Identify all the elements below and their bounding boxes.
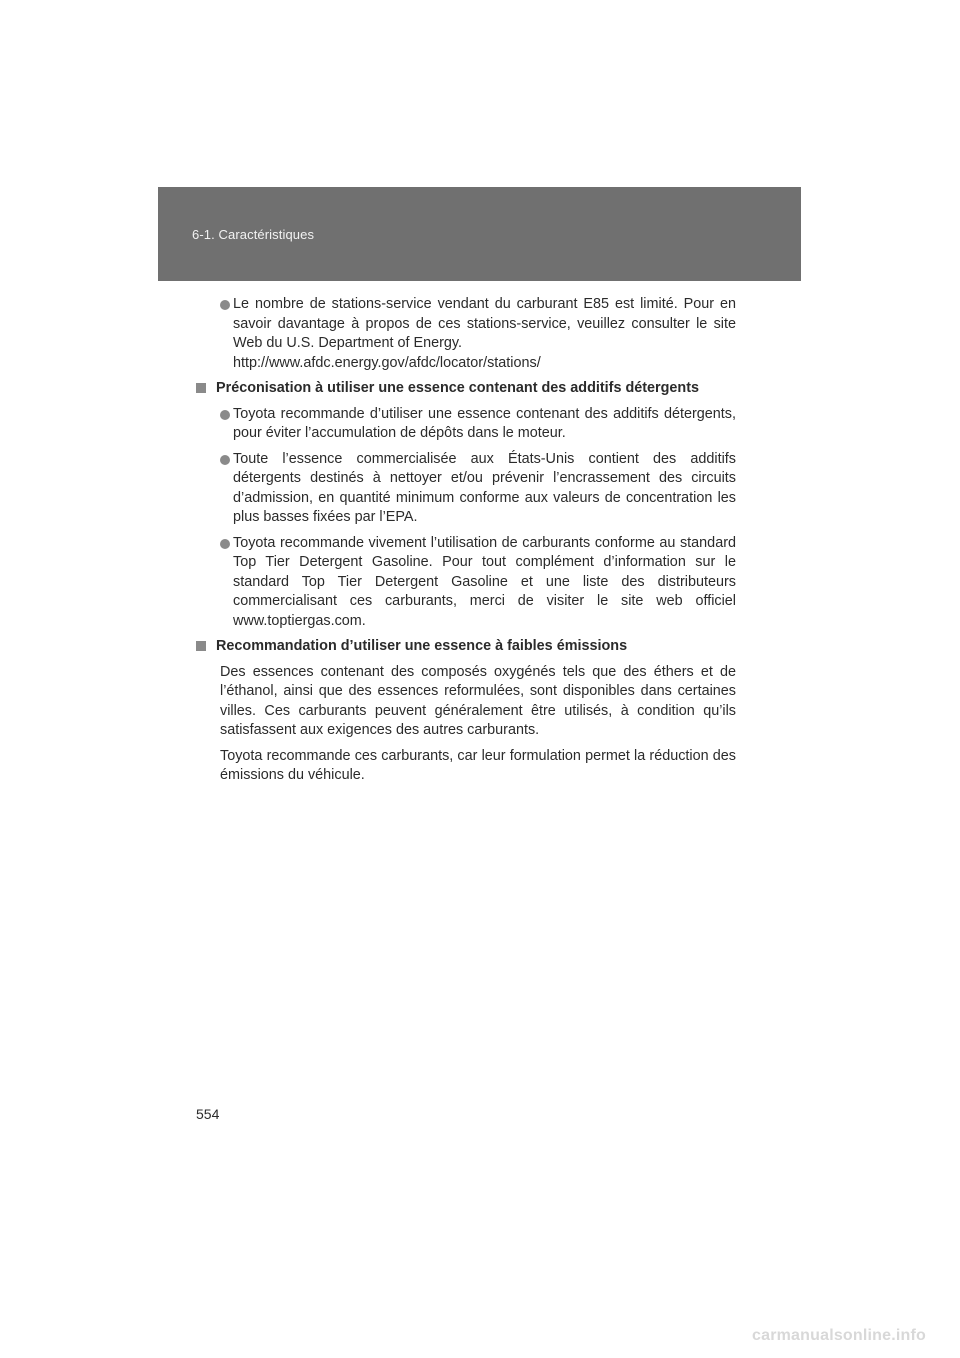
watermark-text: carmanualsonline.info: [752, 1327, 927, 1344]
bullet-e85: [196, 295, 736, 373]
afdc-url: http://www.afdc.energy.gov/afdc/locator/stations/: [233, 354, 541, 371]
bullet-dot-icon: [220, 410, 230, 420]
bullet-text: Le nombre de stations-service vendant du carburant E85 est limité. Pour en savoir davantage à propos de ces stations-service, veuillez consulter le site Web du U.S. Department of Energy. http://www.afdc.energy.gov/afdc/locator/stations/: [233, 295, 736, 373]
section-header-band: [158, 187, 801, 281]
heading-detergent: Préconisation à utiliser une essence contenant des additifs détergents: [196, 379, 736, 399]
square-bullet-icon: [196, 383, 206, 393]
bullet-text: Toyota recommande vivement l’utilisation de carburants conforme au standard Top Tier Detergent Gasoline. Pour tout complément d’information sur le standard Top Tier Detergent Gasoline et une liste des distributeurs commercialisant ces carburants, merci de visiter le site web officiel www.toptiergas.com.: [233, 534, 736, 629]
bullet-text: Toute l’essence commercialisée aux États-Unis contient des additifs détergents destinés à nettoyer et/ou prévenir l’encrassement des circuits d’admission, en quantité minimum conforme aux valeurs de concentration les plus basses fixées par l’EPA.: [233, 450, 736, 525]
bullet-text: Toyota recommande d’utiliser une essence contenant des additifs détergents, pour éviter l’accumulation de dépôts dans le moteur.: [233, 405, 736, 441]
paragraph-emissions-1: Des essences contenant des composés oxygénés tels que des éthers et de l’éthanol, ainsi que des essences reformulées, sont disponibles dans certaines villes. Ces carburants peuvent généralement être utilisés, à condition qu’ils satisfassent aux exigences des autres carburants.: [220, 663, 736, 738]
bullet-dot-icon: [220, 539, 230, 549]
page-number: 554: [196, 1106, 220, 1122]
bullet-detergent-2: [196, 450, 736, 528]
bullet-detergent-3: [196, 534, 736, 632]
bullet-dot-icon: [220, 300, 230, 310]
page-body: [196, 295, 736, 792]
square-bullet-icon: [196, 641, 206, 651]
paragraph-emissions-2: Toyota recommande ces carburants, car leur formulation permet la réduction des émissions du véhicule.: [220, 747, 736, 783]
bullet-dot-icon: [220, 455, 230, 465]
heading-emissions: Recommandation d’utiliser une essence à faibles émissions: [196, 637, 736, 657]
bullet-detergent-1: [196, 405, 736, 444]
section-title: 6-1. Caractéristiques: [192, 227, 315, 242]
